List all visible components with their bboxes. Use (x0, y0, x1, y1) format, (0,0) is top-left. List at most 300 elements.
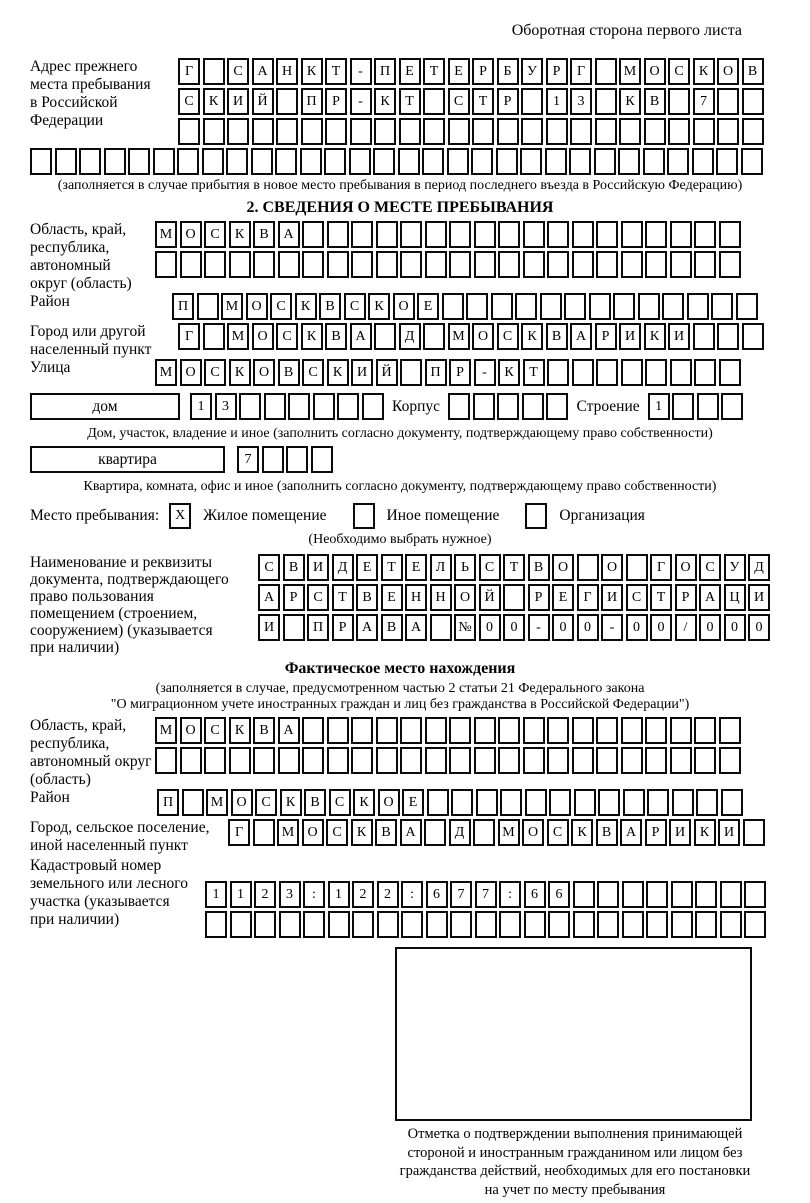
char-cell[interactable] (497, 118, 519, 145)
char-cell[interactable]: - (474, 359, 496, 386)
char-cell[interactable]: П (425, 359, 447, 386)
char-cell[interactable] (311, 446, 333, 473)
char-cell[interactable] (425, 221, 447, 248)
char-cell[interactable]: Н (276, 58, 298, 85)
char-cell[interactable] (180, 747, 202, 774)
char-cell[interactable] (447, 148, 469, 175)
char-cell[interactable] (645, 717, 667, 744)
char-cell[interactable]: А (350, 323, 372, 350)
char-cell[interactable] (471, 148, 493, 175)
char-cell[interactable] (450, 911, 472, 938)
char-cell[interactable] (449, 717, 471, 744)
char-cell[interactable] (548, 911, 570, 938)
char-cell[interactable] (203, 58, 225, 85)
char-cell[interactable]: В (528, 554, 550, 581)
char-cell[interactable]: 2 (254, 881, 276, 908)
char-cell[interactable] (540, 293, 562, 320)
char-cell[interactable] (204, 747, 226, 774)
char-cell[interactable] (324, 148, 346, 175)
char-cell[interactable] (475, 911, 497, 938)
char-cell[interactable] (644, 118, 666, 145)
char-cell[interactable] (253, 747, 275, 774)
char-cell[interactable] (424, 819, 446, 846)
char-cell[interactable] (525, 789, 547, 816)
char-cell[interactable] (547, 747, 569, 774)
char-cell[interactable] (180, 251, 202, 278)
char-cell[interactable]: П (172, 293, 194, 320)
char-cell[interactable]: О (675, 554, 697, 581)
char-cell[interactable]: Г (178, 323, 200, 350)
char-cell[interactable]: С (178, 88, 200, 115)
char-cell[interactable]: Е (381, 584, 403, 611)
char-cell[interactable]: 7 (475, 881, 497, 908)
char-cell[interactable] (719, 359, 741, 386)
char-cell[interactable]: 1 (328, 881, 350, 908)
char-cell[interactable] (230, 911, 252, 938)
char-cell[interactable]: О (522, 819, 544, 846)
char-cell[interactable]: П (157, 789, 179, 816)
char-cell[interactable]: : (303, 881, 325, 908)
char-cell[interactable]: Е (417, 293, 439, 320)
char-cell[interactable] (205, 911, 227, 938)
char-cell[interactable] (569, 148, 591, 175)
char-cell[interactable] (328, 911, 350, 938)
char-cell[interactable]: 2 (352, 881, 374, 908)
char-cell[interactable]: И (258, 614, 280, 641)
char-cell[interactable]: : (401, 881, 423, 908)
char-cell[interactable]: М (155, 717, 177, 744)
char-cell[interactable] (229, 747, 251, 774)
char-cell[interactable] (474, 717, 496, 744)
char-cell[interactable]: Т (503, 554, 525, 581)
char-cell[interactable] (573, 911, 595, 938)
char-cell[interactable] (622, 881, 644, 908)
char-cell[interactable]: С (329, 789, 351, 816)
char-cell[interactable]: О (644, 58, 666, 85)
char-cell[interactable] (668, 118, 690, 145)
char-cell[interactable] (597, 881, 619, 908)
char-cell[interactable] (399, 118, 421, 145)
char-cell[interactable]: Т (399, 88, 421, 115)
char-cell[interactable] (498, 747, 520, 774)
char-cell[interactable]: М (619, 58, 641, 85)
char-cell[interactable] (427, 789, 449, 816)
char-cell[interactable] (425, 251, 447, 278)
char-cell[interactable] (286, 446, 308, 473)
char-cell[interactable] (595, 58, 617, 85)
char-cell[interactable]: Р (645, 819, 667, 846)
char-cell[interactable] (589, 293, 611, 320)
char-cell[interactable] (626, 554, 648, 581)
char-cell[interactable] (227, 118, 249, 145)
char-cell[interactable] (325, 118, 347, 145)
char-cell[interactable] (623, 789, 645, 816)
char-cell[interactable]: К (295, 293, 317, 320)
char-cell[interactable]: О (472, 323, 494, 350)
char-cell[interactable] (374, 323, 396, 350)
char-cell[interactable]: Т (332, 584, 354, 611)
char-cell[interactable]: С (497, 323, 519, 350)
char-cell[interactable] (522, 393, 544, 420)
char-cell[interactable] (351, 717, 373, 744)
char-cell[interactable] (668, 88, 690, 115)
char-cell[interactable]: С (479, 554, 501, 581)
char-cell[interactable] (670, 717, 692, 744)
char-cell[interactable]: Т (381, 554, 403, 581)
char-cell[interactable]: И (669, 819, 691, 846)
char-cell[interactable]: О (302, 819, 324, 846)
char-cell[interactable] (425, 717, 447, 744)
char-cell[interactable] (717, 323, 739, 350)
char-cell[interactable]: Т (650, 584, 672, 611)
char-cell[interactable] (694, 747, 716, 774)
char-cell[interactable]: С (344, 293, 366, 320)
char-cell[interactable]: П (307, 614, 329, 641)
char-cell[interactable]: О (378, 789, 400, 816)
char-cell[interactable] (499, 911, 521, 938)
char-cell[interactable] (573, 881, 595, 908)
char-cell[interactable] (203, 118, 225, 145)
char-cell[interactable] (671, 881, 693, 908)
char-cell[interactable]: А (278, 221, 300, 248)
char-cell[interactable] (547, 359, 569, 386)
char-cell[interactable]: М (221, 293, 243, 320)
char-cell[interactable]: Г (178, 58, 200, 85)
char-cell[interactable] (374, 118, 396, 145)
char-cell[interactable]: В (283, 554, 305, 581)
char-cell[interactable] (523, 717, 545, 744)
char-cell[interactable] (466, 293, 488, 320)
char-cell[interactable]: О (454, 584, 476, 611)
char-cell[interactable] (275, 148, 297, 175)
char-cell[interactable] (670, 221, 692, 248)
char-cell[interactable] (546, 118, 568, 145)
char-cell[interactable] (596, 359, 618, 386)
char-cell[interactable]: 1 (230, 881, 252, 908)
char-cell[interactable]: О (717, 58, 739, 85)
char-cell[interactable] (327, 251, 349, 278)
char-cell[interactable] (376, 251, 398, 278)
char-cell[interactable] (744, 911, 766, 938)
char-cell[interactable]: О (601, 554, 623, 581)
char-cell[interactable] (79, 148, 101, 175)
char-cell[interactable] (670, 747, 692, 774)
char-cell[interactable] (670, 251, 692, 278)
char-cell[interactable] (253, 819, 275, 846)
char-cell[interactable] (595, 88, 617, 115)
char-cell[interactable] (721, 789, 743, 816)
char-cell[interactable]: К (374, 88, 396, 115)
char-cell[interactable]: С (626, 584, 648, 611)
char-cell[interactable] (692, 148, 714, 175)
char-cell[interactable]: Р (332, 614, 354, 641)
char-cell[interactable]: С (326, 819, 348, 846)
char-cell[interactable] (229, 251, 251, 278)
char-cell[interactable]: : (499, 881, 521, 908)
char-cell[interactable]: И (227, 88, 249, 115)
char-cell[interactable]: М (277, 819, 299, 846)
char-cell[interactable]: 0 (626, 614, 648, 641)
char-cell[interactable]: Р (325, 88, 347, 115)
char-cell[interactable]: И (748, 584, 770, 611)
char-cell[interactable] (104, 148, 126, 175)
char-cell[interactable]: 3 (215, 393, 237, 420)
char-cell[interactable]: Р (497, 88, 519, 115)
char-cell[interactable] (572, 359, 594, 386)
char-cell[interactable]: В (253, 221, 275, 248)
char-cell[interactable] (253, 251, 275, 278)
char-cell[interactable] (350, 118, 372, 145)
char-cell[interactable] (283, 614, 305, 641)
char-cell[interactable] (476, 789, 498, 816)
char-cell[interactable]: А (620, 819, 642, 846)
checkbox-residential[interactable]: X (169, 503, 191, 529)
char-cell[interactable] (351, 747, 373, 774)
char-cell[interactable]: № (454, 614, 476, 641)
char-cell[interactable] (719, 747, 741, 774)
char-cell[interactable] (643, 148, 665, 175)
char-cell[interactable] (202, 148, 224, 175)
char-cell[interactable] (595, 118, 617, 145)
char-cell[interactable] (596, 221, 618, 248)
char-cell[interactable] (327, 717, 349, 744)
char-cell[interactable]: Т (325, 58, 347, 85)
char-cell[interactable] (647, 789, 669, 816)
char-cell[interactable]: И (718, 819, 740, 846)
char-cell[interactable] (503, 584, 525, 611)
char-cell[interactable] (498, 717, 520, 744)
char-cell[interactable]: В (325, 323, 347, 350)
char-cell[interactable]: С (255, 789, 277, 816)
char-cell[interactable]: К (229, 221, 251, 248)
char-cell[interactable] (398, 148, 420, 175)
char-cell[interactable] (744, 881, 766, 908)
char-cell[interactable]: А (400, 819, 422, 846)
char-cell[interactable]: А (570, 323, 592, 350)
char-cell[interactable] (400, 359, 422, 386)
char-cell[interactable] (302, 747, 324, 774)
char-cell[interactable]: Н (430, 584, 452, 611)
char-cell[interactable] (545, 148, 567, 175)
char-cell[interactable] (743, 819, 765, 846)
char-cell[interactable]: М (227, 323, 249, 350)
char-cell[interactable] (498, 251, 520, 278)
char-cell[interactable]: И (601, 584, 623, 611)
checkbox-other-premises[interactable] (353, 503, 375, 529)
char-cell[interactable] (426, 911, 448, 938)
char-cell[interactable] (352, 911, 374, 938)
char-cell[interactable]: 0 (552, 614, 574, 641)
char-cell[interactable] (621, 359, 643, 386)
char-cell[interactable]: 1 (190, 393, 212, 420)
char-cell[interactable] (337, 393, 359, 420)
char-cell[interactable] (596, 251, 618, 278)
char-cell[interactable]: - (528, 614, 550, 641)
char-cell[interactable]: Е (356, 554, 378, 581)
char-cell[interactable] (662, 293, 684, 320)
char-cell[interactable]: В (546, 323, 568, 350)
char-cell[interactable] (264, 393, 286, 420)
char-cell[interactable]: Г (228, 819, 250, 846)
char-cell[interactable]: К (280, 789, 302, 816)
char-cell[interactable] (376, 717, 398, 744)
char-cell[interactable]: 0 (650, 614, 672, 641)
char-cell[interactable] (693, 323, 715, 350)
char-cell[interactable] (303, 911, 325, 938)
char-cell[interactable] (523, 221, 545, 248)
char-cell[interactable] (597, 911, 619, 938)
char-cell[interactable] (646, 911, 668, 938)
char-cell[interactable]: О (180, 359, 202, 386)
char-cell[interactable] (301, 118, 323, 145)
char-cell[interactable]: Ь (454, 554, 476, 581)
char-cell[interactable]: 0 (724, 614, 746, 641)
char-cell[interactable] (670, 359, 692, 386)
char-cell[interactable]: М (206, 789, 228, 816)
char-cell[interactable]: Р (595, 323, 617, 350)
char-cell[interactable] (276, 118, 298, 145)
char-cell[interactable]: 1 (205, 881, 227, 908)
char-cell[interactable]: И (668, 323, 690, 350)
char-cell[interactable] (619, 118, 641, 145)
char-cell[interactable] (401, 911, 423, 938)
char-cell[interactable] (645, 251, 667, 278)
char-cell[interactable] (521, 118, 543, 145)
char-cell[interactable]: - (350, 58, 372, 85)
char-cell[interactable]: В (278, 359, 300, 386)
char-cell[interactable] (694, 221, 716, 248)
char-cell[interactable] (155, 747, 177, 774)
char-cell[interactable] (719, 717, 741, 744)
char-cell[interactable]: М (498, 819, 520, 846)
char-cell[interactable] (288, 393, 310, 420)
char-cell[interactable] (618, 148, 640, 175)
char-cell[interactable]: С (302, 359, 324, 386)
char-cell[interactable]: 3 (279, 881, 301, 908)
char-cell[interactable]: У (521, 58, 543, 85)
char-cell[interactable] (711, 293, 733, 320)
char-cell[interactable]: 6 (548, 881, 570, 908)
char-cell[interactable]: Д (748, 554, 770, 581)
char-cell[interactable]: Т (523, 359, 545, 386)
char-cell[interactable]: К (301, 58, 323, 85)
char-cell[interactable]: К (368, 293, 390, 320)
char-cell[interactable]: П (374, 58, 396, 85)
char-cell[interactable] (696, 789, 718, 816)
char-cell[interactable]: Е (405, 554, 427, 581)
char-cell[interactable]: Д (449, 819, 471, 846)
char-cell[interactable] (442, 293, 464, 320)
char-cell[interactable] (523, 747, 545, 774)
char-cell[interactable] (351, 251, 373, 278)
char-cell[interactable]: Т (423, 58, 445, 85)
char-cell[interactable]: А (258, 584, 280, 611)
char-cell[interactable] (400, 717, 422, 744)
char-cell[interactable]: Д (399, 323, 421, 350)
char-cell[interactable] (622, 911, 644, 938)
char-cell[interactable]: О (552, 554, 574, 581)
char-cell[interactable]: К (693, 58, 715, 85)
char-cell[interactable]: - (601, 614, 623, 641)
char-cell[interactable] (572, 747, 594, 774)
char-cell[interactable]: 6 (426, 881, 448, 908)
char-cell[interactable] (695, 911, 717, 938)
char-cell[interactable]: С (276, 323, 298, 350)
char-cell[interactable]: С (258, 554, 280, 581)
char-cell[interactable] (572, 251, 594, 278)
char-cell[interactable]: О (393, 293, 415, 320)
char-cell[interactable]: О (180, 221, 202, 248)
char-cell[interactable] (278, 747, 300, 774)
char-cell[interactable]: С (204, 717, 226, 744)
char-cell[interactable] (128, 148, 150, 175)
char-cell[interactable] (400, 747, 422, 774)
char-cell[interactable]: К (498, 359, 520, 386)
char-cell[interactable]: А (252, 58, 274, 85)
char-cell[interactable] (203, 323, 225, 350)
char-cell[interactable] (672, 393, 694, 420)
char-cell[interactable]: О (231, 789, 253, 816)
char-cell[interactable] (302, 251, 324, 278)
char-cell[interactable] (524, 911, 546, 938)
char-cell[interactable] (182, 789, 204, 816)
char-cell[interactable]: С (307, 584, 329, 611)
char-cell[interactable] (430, 614, 452, 641)
char-cell[interactable] (687, 293, 709, 320)
char-cell[interactable] (717, 118, 739, 145)
char-cell[interactable] (672, 789, 694, 816)
char-cell[interactable]: П (301, 88, 323, 115)
char-cell[interactable]: Б (497, 58, 519, 85)
char-cell[interactable] (720, 911, 742, 938)
char-cell[interactable] (252, 118, 274, 145)
char-cell[interactable]: А (356, 614, 378, 641)
char-cell[interactable]: 0 (503, 614, 525, 641)
char-cell[interactable]: А (278, 717, 300, 744)
char-cell[interactable] (423, 118, 445, 145)
char-cell[interactable]: К (229, 717, 251, 744)
char-cell[interactable]: Г (570, 58, 592, 85)
char-cell[interactable]: В (356, 584, 378, 611)
char-cell[interactable] (313, 393, 335, 420)
char-cell[interactable] (645, 747, 667, 774)
char-cell[interactable] (204, 251, 226, 278)
char-cell[interactable] (327, 221, 349, 248)
char-cell[interactable] (547, 717, 569, 744)
char-cell[interactable]: Н (405, 584, 427, 611)
char-cell[interactable] (178, 118, 200, 145)
char-cell[interactable] (697, 393, 719, 420)
char-cell[interactable] (473, 819, 495, 846)
char-cell[interactable]: Т (472, 88, 494, 115)
char-cell[interactable] (621, 251, 643, 278)
char-cell[interactable] (177, 148, 199, 175)
char-cell[interactable]: К (571, 819, 593, 846)
char-cell[interactable]: 0 (699, 614, 721, 641)
char-cell[interactable] (362, 393, 384, 420)
char-cell[interactable]: В (742, 58, 764, 85)
char-cell[interactable]: В (375, 819, 397, 846)
char-cell[interactable]: 7 (693, 88, 715, 115)
char-cell[interactable]: К (327, 359, 349, 386)
char-cell[interactable]: Й (376, 359, 398, 386)
char-cell[interactable] (491, 293, 513, 320)
char-cell[interactable] (262, 446, 284, 473)
char-cell[interactable] (422, 148, 444, 175)
char-cell[interactable] (621, 747, 643, 774)
char-cell[interactable] (448, 393, 470, 420)
char-cell[interactable] (400, 221, 422, 248)
